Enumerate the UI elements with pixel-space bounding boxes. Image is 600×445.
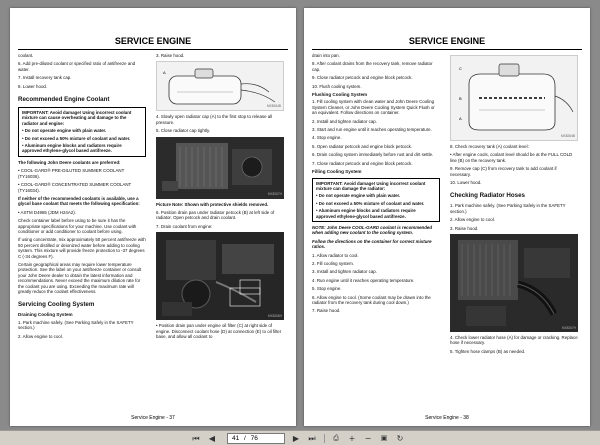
text: 9. Remove cap (C) from recovery tank to add coolant if necessary. bbox=[450, 166, 557, 177]
total-pages: 76 bbox=[250, 435, 258, 442]
section-heading: Recommended Engine Coolant bbox=[18, 96, 110, 104]
text: 2. Install and tighten radiator cap. bbox=[312, 118, 377, 124]
svg-text:A: A bbox=[459, 116, 462, 121]
page-footer: Service Engine - 37 bbox=[131, 415, 175, 421]
page-title: SERVICE ENGINE bbox=[114, 36, 192, 46]
text: 3. Raise hood. bbox=[450, 225, 479, 231]
recovery-tank-figure bbox=[450, 55, 578, 141]
text: 4. Run engine until it reaches operating temperature. bbox=[312, 277, 415, 283]
print-icon[interactable]: ⎙ bbox=[333, 434, 339, 442]
text: 1. Park machine safely. (See Parking Safely in the SAFETY section.) bbox=[18, 319, 134, 331]
notice-text: • Do not operate engine with plain water. bbox=[316, 193, 401, 199]
notice-text: • Do not exceed a 50% mixture of coolant and water. bbox=[22, 135, 131, 141]
text: 7. Install recovery tank cap. bbox=[18, 75, 72, 81]
text: 1. Fill cooling system with clean water and John Deere Cooling System Cleaner, or John Deere Cooling System Quick Flush or an equivalent. Follow directions on container. bbox=[312, 99, 435, 116]
right-column-2 bbox=[450, 53, 578, 357]
page-number-input[interactable] bbox=[227, 433, 285, 444]
text: 8. Check recovery tank (A) coolant level: bbox=[450, 144, 529, 149]
first-page-icon[interactable]: ⏮ bbox=[192, 434, 200, 443]
zoom-in-icon[interactable]: + bbox=[348, 434, 356, 443]
sub-heading: Filling Cooling System bbox=[312, 169, 362, 175]
notice-text: IMPORTANT: Avoid damage! Using incorrect coolant mixture can damage the radiator: bbox=[316, 180, 426, 191]
engine-photo-image bbox=[156, 232, 284, 320]
text: 5. Open radiator petcock and engine block petcock. bbox=[312, 143, 413, 149]
section-heading: Checking Radiator Hoses bbox=[450, 192, 525, 200]
figure-id: MX8264B bbox=[561, 133, 575, 138]
notice-text: • Aluminum engine blocks and radiators require approved ethylene-glycol based antifreeze. bbox=[316, 208, 416, 219]
notice-text: IMPORTANT: Avoid damage! Using incorrect coolant mixture can cause overheating and damage to the radiator and engine: bbox=[22, 110, 132, 126]
viewer-toolbar bbox=[0, 430, 600, 445]
text: 6. Position drain pan under radiator petcock (B) at left side of radiator. Open petcock and drain coolant. bbox=[156, 210, 275, 221]
text: 7. Drain coolant from engine: bbox=[156, 223, 213, 229]
svg-text:B: B bbox=[459, 96, 462, 101]
text: 7. Raise hood. bbox=[312, 308, 341, 314]
text: 3. Raise hood. bbox=[156, 53, 185, 58]
note-text: NOTE: John Deere COOL-GARD coolant is recommended when adding new coolant to the cooling system. bbox=[312, 224, 433, 236]
text: 2. Allow engine to cool. bbox=[450, 217, 495, 223]
text: 8. After coolant drains from the recovery tank, remove radiator cap. bbox=[312, 61, 433, 72]
text: drain into pan. bbox=[312, 53, 340, 58]
text: The following John Deere coolants are preferred: bbox=[18, 159, 121, 165]
important-notice bbox=[312, 178, 440, 222]
title-rule bbox=[312, 49, 582, 50]
text: 6. Drain cooling system immediately before rust and dirt settle. bbox=[312, 152, 434, 158]
radiator-hose-photo bbox=[450, 234, 578, 332]
last-page-icon[interactable]: ⏭ bbox=[308, 434, 316, 443]
text: If neither of the recommended coolants is available, use a glycol base coolant that meets the following specification: bbox=[18, 195, 140, 207]
zoom-out-icon[interactable]: − bbox=[364, 434, 372, 443]
figure-id: MX8267H bbox=[561, 325, 576, 330]
text: 2. Fill cooling system. bbox=[312, 260, 354, 266]
text: 4. Check lower radiator hose (A) for damage or cracking. Replace hose if necessary. bbox=[450, 335, 578, 346]
notice-text: • Do not exceed a 50% mixture of coolant and water. bbox=[316, 200, 425, 206]
text: 10. Lower hood. bbox=[450, 180, 482, 186]
text: 4. Stop engine. bbox=[312, 135, 342, 141]
radiator-hose-photo-image bbox=[450, 234, 578, 332]
page-separator: / bbox=[244, 435, 246, 442]
next-page-icon[interactable]: ▶ bbox=[292, 434, 300, 443]
notice-text: • Aluminum engine blocks and radiators require approved ethylene-glycol based antifreeze. bbox=[22, 143, 122, 154]
text: 5. Tighten hose clamps (B) as needed. bbox=[450, 348, 526, 354]
text: Certain geographical areas may require lower temperature protection. See the label on your antifreeze container or consult your John Deere dealer to obtain the latest information and recommendations. Never exceed the maximum dilution rate for the coolant you are using. Exceeding the maximum rate will greatly reduce the coolant effectiveness. bbox=[18, 261, 142, 294]
section-heading: Servicing Cooling System bbox=[18, 301, 95, 309]
text: 4. Slowly open radiator cap (A) to the first stop to release all pressure. bbox=[156, 114, 273, 125]
right-column-1 bbox=[312, 53, 440, 317]
left-column-1 bbox=[18, 53, 146, 342]
text: 6. Allow engine to cool. (Some coolant may be drawn into the radiator from the recovery tank during cool down.) bbox=[312, 294, 431, 305]
text: 5. Close radiator cap tightly. bbox=[156, 128, 211, 134]
sub-heading: Draining Cooling System bbox=[18, 312, 73, 318]
figure-id: MX8264B bbox=[267, 104, 281, 108]
note-text: Follow the directions on the container for correct mixture ratios. bbox=[312, 238, 432, 250]
left-page bbox=[10, 8, 296, 426]
text: • ASTM D4985 (JDM H24A2). bbox=[18, 209, 76, 215]
right-page bbox=[304, 8, 590, 426]
text: 9. Close radiator petcock and engine block petcock. bbox=[312, 75, 413, 81]
left-column-2 bbox=[156, 53, 284, 342]
picture-note: Picture Note: Shown with protective shields removed. bbox=[156, 201, 269, 207]
svg-text:C: C bbox=[459, 66, 462, 71]
text: 1. Allow radiator to cool. bbox=[312, 252, 359, 258]
text: 10. Flush cooling system. bbox=[312, 83, 362, 89]
text: 3. Install and tighten radiator cap. bbox=[312, 269, 377, 275]
figure-id: MX8266H bbox=[267, 313, 282, 318]
svg-text:A: A bbox=[163, 70, 166, 76]
text: 7. Close radiator petcock and engine block petcock. bbox=[312, 160, 413, 166]
text: • Position drain pan under engine oil filter (C) at right side of engine. Disconnect coolant hose (D) at connection (E) to oil filter base, and allow all coolant to bbox=[156, 323, 282, 340]
page-title: SERVICE ENGINE bbox=[408, 36, 486, 46]
title-rule bbox=[18, 49, 288, 50]
figure-id: MX8267H bbox=[267, 192, 282, 197]
radiator-photo-image bbox=[156, 137, 284, 199]
text: 6. Add pre-diluted coolant or specified ratio of antifreeze and water. bbox=[18, 61, 136, 72]
important-notice bbox=[18, 107, 146, 157]
text: 5. Stop engine. bbox=[312, 286, 342, 292]
recovery-tank-drawing bbox=[157, 62, 284, 111]
recovery-tank-drawing bbox=[451, 56, 578, 141]
recovery-tank-figure bbox=[156, 61, 284, 111]
text: 2. Allow engine to cool. bbox=[18, 333, 63, 339]
radiator-photo bbox=[156, 137, 284, 199]
toolbar-divider bbox=[324, 434, 325, 443]
notice-text: • Do not operate engine with plain water. bbox=[22, 128, 107, 134]
sub-heading: Flushing Cooling System bbox=[312, 92, 368, 98]
text: • COOL-GARD® PRE-DILUTED SUMMER COOLANT (TY16036). bbox=[18, 168, 125, 179]
previous-page-icon[interactable]: ◀ bbox=[208, 434, 216, 443]
current-page[interactable]: 41 bbox=[232, 435, 240, 442]
text: 3. Start and run engine until it reaches operating temperature. bbox=[312, 127, 432, 133]
page-footer: Service Engine - 38 bbox=[425, 415, 469, 421]
text: Check container label before using to be sure it has the appropriate specifications for your machine. Use coolant with conditioner or add conditioner to coolant before using. bbox=[18, 218, 137, 234]
text: If using concentrate, mix approximately 50 percent antifreeze with 50 percent distilled or deionized water before adding to cooling system. This mixture will provide freeze protection to -37 degrees C (-34 degrees F). bbox=[18, 237, 146, 259]
text: 8. Lower hood. bbox=[18, 83, 48, 89]
fit-page-icon[interactable]: ▣ bbox=[380, 434, 388, 442]
engine-photo bbox=[156, 232, 284, 320]
text: 1. Park machine safely. (See Parking Safely in the SAFETY section.) bbox=[450, 203, 566, 214]
text: • After engine cools, coolant level should be at the FULL COLD line (B) on the recovery tank. bbox=[450, 152, 573, 163]
rotate-icon[interactable]: ↻ bbox=[396, 434, 404, 443]
text: coolant. bbox=[18, 53, 34, 58]
text: • COOL-GARD® CONCENTRATED SUMMER COOLANT (TY16034). bbox=[18, 182, 132, 193]
